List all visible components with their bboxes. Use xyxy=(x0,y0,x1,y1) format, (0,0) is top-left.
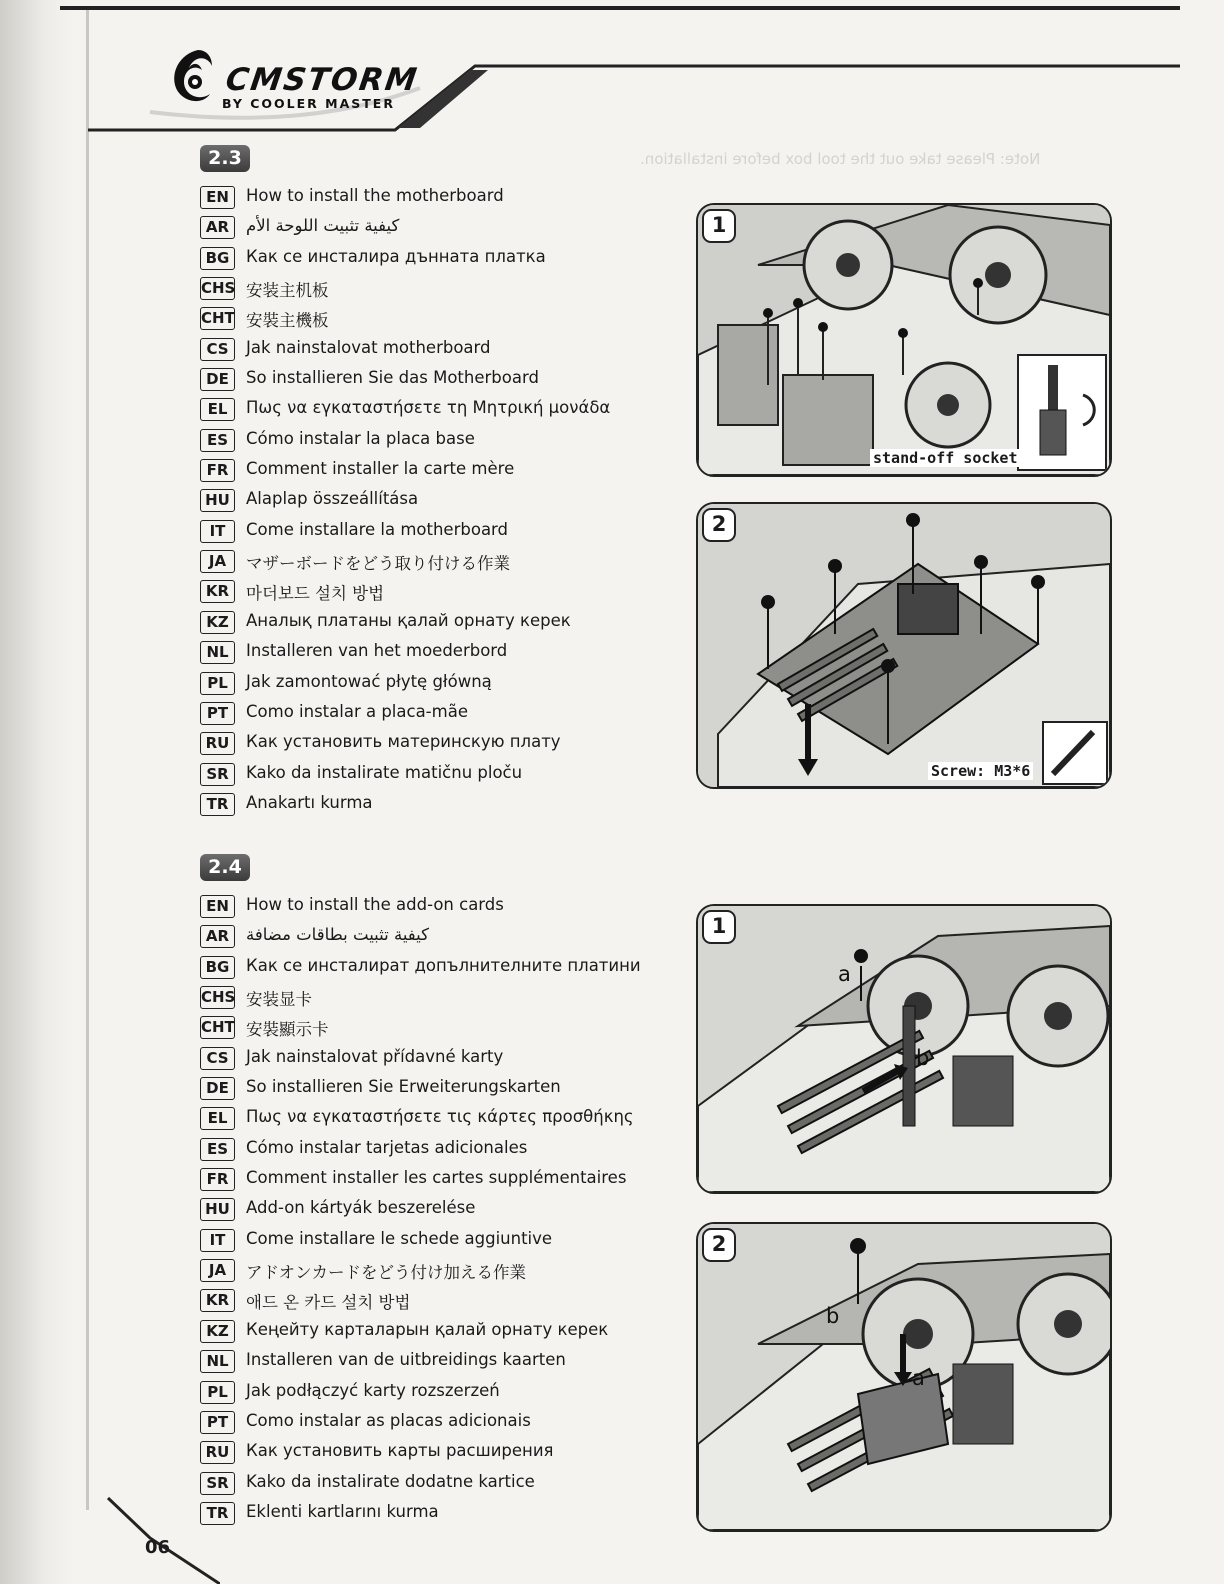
lang-text: Jak zamontować płytę główną xyxy=(246,671,492,691)
lang-code: TR xyxy=(200,1502,235,1525)
figure-number: 2 xyxy=(702,1228,736,1262)
lang-code: KR xyxy=(200,1289,235,1312)
brand-tagline: BY COOLER MASTER xyxy=(222,96,395,111)
lang-code: CHT xyxy=(200,1016,235,1039)
lang-text: Jak nainstalovat přídavné karty xyxy=(246,1046,504,1066)
addon-card-screw-illustration xyxy=(698,1224,1110,1530)
lang-text: How to install the motherboard xyxy=(246,186,504,205)
lang-code: IT xyxy=(200,520,235,543)
lang-text: Как се инсталира дънната платка xyxy=(246,246,546,266)
lang-code: PT xyxy=(200,1411,235,1434)
figure-caption: stand-off socket xyxy=(870,449,1021,467)
lang-text: 安裝主機板 xyxy=(246,311,329,331)
lang-text: Kako da instalirate matičnu ploču xyxy=(246,762,523,782)
lang-code: ES xyxy=(200,1138,235,1161)
lang-code: BG xyxy=(200,247,235,270)
lang-code: RU xyxy=(200,1441,235,1464)
lang-text: 安装显卡 xyxy=(246,990,312,1010)
lang-code: EN xyxy=(200,186,235,209)
lang-text: Installeren van de uitbreidings kaarten xyxy=(246,1350,566,1370)
lang-text: 마더보드 설치 방법 xyxy=(246,584,385,604)
lang-code: KZ xyxy=(200,1320,235,1343)
lang-text: Eklenti kartlarını kurma xyxy=(246,1501,439,1521)
lang-text: Jak nainstalovat motherboard xyxy=(246,337,491,357)
lang-code: JA xyxy=(200,550,235,573)
figure-addon-step-2 xyxy=(696,1222,1112,1532)
figure-number: 1 xyxy=(702,209,736,243)
lang-text: 애드 온 카드 설치 방법 xyxy=(246,1293,411,1313)
lang-text: كيفية تثبيت اللوحة الأم xyxy=(246,216,400,236)
lang-code: SR xyxy=(200,763,235,786)
section-badge-2-4: 2.4 xyxy=(200,854,250,881)
lang-code: PT xyxy=(200,702,235,725)
lang-code: PL xyxy=(200,672,235,695)
lang-text: Кеңейту карталарын қалай орнату керек xyxy=(246,1319,609,1339)
lang-code: CHS xyxy=(200,986,235,1009)
lang-code: ES xyxy=(200,429,235,452)
lang-code: SR xyxy=(200,1472,235,1495)
lang-text: Add-on kártyák beszerelése xyxy=(246,1198,476,1218)
lang-code: PL xyxy=(200,1381,235,1404)
lang-text: Comment installer les cartes supplémentaires xyxy=(246,1168,627,1188)
lang-text: Cómo instalar tarjetas adicionales xyxy=(246,1137,528,1157)
callout-label: a xyxy=(912,1366,925,1390)
lang-text: Installeren van het moederbord xyxy=(246,641,508,661)
lang-text: Аналық платаны қалай орнату керек xyxy=(246,610,571,630)
figure-motherboard-step-2 xyxy=(696,502,1112,789)
lang-text: Como instalar as placas adicionais xyxy=(246,1410,531,1430)
bleed-through-text: Note: Please take out the tool box before installation. xyxy=(640,150,1041,168)
brand-name: CMSTORM xyxy=(223,62,421,98)
lang-code: FR xyxy=(200,1168,235,1191)
lang-text: Comment installer la carte mère xyxy=(246,459,515,479)
figure-number: 2 xyxy=(702,508,736,542)
motherboard-screw-illustration xyxy=(698,504,1110,787)
lang-code: TR xyxy=(200,793,235,816)
lang-code: CS xyxy=(200,338,235,361)
lang-code: AR xyxy=(200,925,235,948)
lang-text: Как установить материнскую плату xyxy=(246,732,561,752)
lang-code: NL xyxy=(200,641,235,664)
lang-text: Πως να εγκαταστήσετε τη Μητρική μονάδα xyxy=(246,398,611,418)
addon-card-illustration xyxy=(698,906,1110,1192)
lang-text: 安裝顯示卡 xyxy=(246,1020,329,1040)
lang-code: KZ xyxy=(200,611,235,634)
figure-number: 1 xyxy=(702,910,736,944)
lang-text: كيفية تثبيت بطاقات مضافة xyxy=(246,925,429,945)
lang-text: Alaplap összeállítása xyxy=(246,489,419,509)
lang-code: HU xyxy=(200,489,235,512)
lang-code: RU xyxy=(200,732,235,755)
lang-text: 安装主机板 xyxy=(246,281,329,301)
lang-text: Jak podłączyć karty rozszerzeń xyxy=(246,1380,500,1400)
lang-code: BG xyxy=(200,956,235,979)
cmstorm-swirl-icon xyxy=(168,46,216,110)
lang-code: HU xyxy=(200,1198,235,1221)
lang-code: DE xyxy=(200,368,235,391)
lang-text: How to install the add-on cards xyxy=(246,895,504,914)
lang-code: EL xyxy=(200,1107,235,1130)
lang-code: EN xyxy=(200,895,235,918)
figure-addon-step-1 xyxy=(696,904,1112,1194)
lang-text: Come installare la motherboard xyxy=(246,519,509,539)
page-binding-shadow xyxy=(0,0,72,1584)
lang-text: Как установить карты расширения xyxy=(246,1441,554,1461)
lang-text: Come installare le schede aggiuntive xyxy=(246,1228,553,1248)
lang-code: DE xyxy=(200,1077,235,1100)
lang-code: AR xyxy=(200,216,235,239)
lang-text: Como instalar a placa-mãe xyxy=(246,701,468,721)
lang-code: CHS xyxy=(200,277,235,300)
case-standoff-illustration xyxy=(698,205,1110,475)
lang-text: Как се инсталират допълнителните платини xyxy=(246,955,641,975)
lang-code: JA xyxy=(200,1259,235,1282)
lang-text: Kako da instalirate dodatne kartice xyxy=(246,1471,535,1491)
lang-text: Cómo instalar la placa base xyxy=(246,428,475,448)
figure-caption: Screw: M3*6 xyxy=(928,762,1033,780)
section-badge-2-3: 2.3 xyxy=(200,145,250,172)
lang-text: So installieren Sie das Motherboard xyxy=(246,368,539,388)
lang-text: So installieren Sie Erweiterungskarten xyxy=(246,1077,561,1097)
lang-text: アドオンカードをどう付け加える作業 xyxy=(246,1263,527,1283)
page-number: 06 xyxy=(145,1537,171,1558)
callout-label: b xyxy=(826,1304,840,1328)
page-left-rule xyxy=(86,10,89,1510)
lang-code: KR xyxy=(200,580,235,603)
lang-code: CHT xyxy=(200,307,235,330)
lang-code: EL xyxy=(200,398,235,421)
lang-text: マザーボードをどう取り付ける作業 xyxy=(246,554,510,574)
figure-motherboard-step-1 xyxy=(696,203,1112,477)
lang-code: IT xyxy=(200,1229,235,1252)
lang-code: FR xyxy=(200,459,235,482)
callout-label: b xyxy=(916,1046,930,1070)
lang-text: Πως να εγκαταστήσετε τις κάρτες προσθήκης xyxy=(246,1107,634,1127)
callout-label: a xyxy=(838,962,851,986)
lang-code: NL xyxy=(200,1350,235,1373)
lang-code: CS xyxy=(200,1047,235,1070)
lang-text: Anakartı kurma xyxy=(246,792,373,812)
